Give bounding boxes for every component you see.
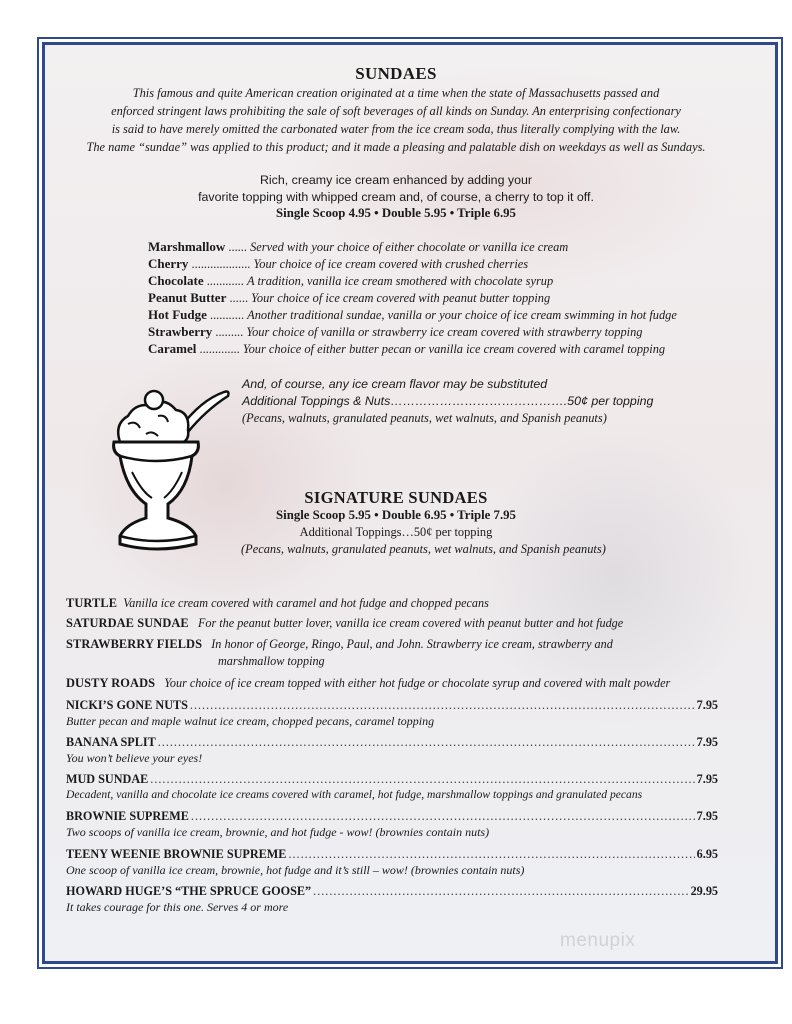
signature-item — [66, 676, 670, 691]
nuts-line: (Pecans, walnuts, granulated peanuts, wet walnuts, and Spanish peanuts) — [242, 411, 607, 425]
menu-item — [66, 735, 718, 766]
flavor-desc: Your choice of ice cream covered with peanut butter topping — [251, 291, 551, 305]
signature-toppings: Additional Toppings…50¢ per topping — [299, 525, 493, 539]
menu-item — [66, 698, 718, 729]
leader-dots: ......... — [212, 325, 244, 339]
leader-dots: ...... — [225, 240, 247, 254]
signature-prices: Single Scoop 5.95 • Double 6.95 • Triple 7.95 — [276, 508, 516, 522]
signature-item — [66, 616, 623, 631]
signature-item — [66, 637, 613, 652]
leader-dots — [158, 735, 695, 750]
menu-item — [66, 847, 718, 878]
item-name: SATURDAE SUNDAE — [66, 616, 189, 630]
page-title: SUNDAES — [355, 64, 437, 83]
flavor-name: Marshmallow — [148, 239, 226, 254]
flavor-desc: Your choice of either butter pecan or vanilla ice cream covered with caramel topping — [242, 342, 666, 356]
menu-item — [66, 809, 718, 840]
item-name: NICKI’S GONE NUTS — [66, 698, 188, 712]
leader-dots: ........... — [206, 308, 245, 322]
item-desc: Butter pecan and maple walnut ice cream, chopped pecans, caramel topping — [66, 714, 435, 728]
flavor-desc: Your choice of vanilla or strawberry ice cream covered with strawberry topping — [246, 325, 643, 339]
item-name: STRAWBERRY FIELDS — [66, 637, 203, 651]
item-desc: Decadent, vanilla and chocolate ice creams covered with caramel, hot fudge, marshmallow toppings and granulated pecans — [66, 788, 643, 801]
item-desc: Two scoops of vanilla ice cream, brownie, and hot fudge - wow! (brownies contain nuts) — [66, 825, 490, 839]
leader-dots — [313, 884, 688, 899]
item-name: BROWNIE SUPREME — [66, 809, 189, 823]
item-desc: You won’t believe your eyes! — [66, 751, 203, 765]
leader-dots: ............. — [196, 342, 240, 356]
item-desc: Your choice of ice cream topped with either hot fudge or chocolate syrup and covered with malt powder — [164, 676, 671, 690]
menu-item — [66, 884, 718, 915]
intro-paragraph — [0, 84, 792, 156]
flavor-name: Strawberry — [148, 324, 213, 339]
intro-line: enforced stringent laws prohibiting the sale of soft beverages of all kinds on Sunday. An enterprising confectionary — [111, 104, 681, 118]
leader-dots — [191, 809, 695, 824]
item-name: MUD SUNDAE — [66, 772, 149, 786]
item-desc: One scoop of vanilla ice cream, brownie, hot fudge and it’s still – wow! (brownies contain nuts) — [66, 863, 525, 877]
flavor-desc: A tradition, vanilla ice cream smothered with chocolate syrup — [247, 274, 554, 288]
item-name: BANANA SPLIT — [66, 735, 156, 749]
flavor-name: Peanut Butter — [148, 290, 227, 305]
leader-dots: ............ — [203, 274, 244, 288]
leader-dots — [150, 772, 694, 787]
flavor-name: Cherry — [148, 256, 189, 271]
flavor-desc: Your choice of ice cream covered with crushed cherries — [253, 257, 529, 271]
item-name: DUSTY ROADS — [66, 676, 156, 690]
signature-item-desc-cont: marshmallow topping — [218, 654, 325, 668]
item-desc: In honor of George, Ringo, Paul, and John. Strawberry ice cream, strawberry and — [211, 637, 613, 651]
item-price: 29.95 — [690, 884, 718, 898]
item-desc: For the peanut butter lover, vanilla ice cream covered with peanut butter and hot fudge — [197, 616, 624, 630]
item-desc: Vanilla ice cream covered with caramel and hot fudge and chopped pecans — [123, 596, 489, 610]
leader-dots: ................... — [188, 257, 251, 271]
menu-item — [66, 772, 718, 801]
flavor-row — [148, 273, 553, 289]
item-price: 7.95 — [696, 809, 718, 823]
flavor-name: Chocolate — [148, 273, 204, 288]
item-name: TEENY WEENIE BROWNIE SUPREME — [66, 847, 287, 861]
leader-dots — [288, 847, 694, 862]
intro-line: is said to have merely omitted the carbonated water from the ice cream soda, thus literally complying with the law. — [111, 122, 681, 136]
signature-title: SIGNATURE SUNDAES — [304, 488, 488, 507]
flavor-row — [148, 307, 677, 323]
item-name: HOWARD HUGE’S “THE SPRUCE GOOSE” — [66, 884, 312, 898]
item-price: 7.95 — [696, 772, 718, 786]
item-price: 7.95 — [696, 698, 718, 712]
flavor-row — [148, 290, 550, 306]
intro-line: The name “sundae” was applied to this product; and it made a pleasing and palatable dish on weekdays as well as Sundays. — [86, 140, 706, 154]
flavor-row — [148, 341, 665, 357]
flavor-name: Hot Fudge — [148, 307, 207, 322]
toppings-price-line: Additional Toppings & Nuts…………………………………….50¢ per topping — [242, 394, 654, 408]
leader-dots: ...... — [226, 291, 249, 305]
flavor-row — [148, 324, 642, 340]
flavor-row — [148, 256, 528, 272]
intro-line: This famous and quite American creation originated at a time when the state of Massachusetts passed and — [132, 86, 660, 100]
flavor-name: Caramel — [148, 341, 197, 356]
leader-dots — [190, 698, 695, 713]
flavor-desc: Another traditional sundae, vanilla or your choice of ice cream swimming in hot fudge — [247, 308, 677, 322]
tagline — [0, 172, 792, 206]
item-desc: It takes courage for this one. Serves 4 or more — [66, 900, 289, 914]
sundae-prices: Single Scoop 4.95 • Double 5.95 • Triple 6.95 — [276, 206, 516, 220]
item-name: TURTLE — [66, 596, 118, 610]
flavor-row — [148, 239, 568, 255]
tagline-line: favorite topping with whipped cream and, of course, a cherry to top it off. — [198, 190, 594, 204]
substitute-line: And, of course, any ice cream flavor may be substituted — [242, 377, 548, 391]
tagline-line: Rich, creamy ice cream enhanced by adding your — [259, 173, 533, 187]
item-price: 7.95 — [696, 735, 718, 749]
signature-item — [66, 596, 489, 611]
flavor-desc: Served with your choice of either chocolate or vanilla ice cream — [250, 240, 569, 254]
menupix-watermark: menupix — [560, 930, 636, 951]
item-price: 6.95 — [696, 847, 718, 861]
substitution-note — [242, 376, 653, 427]
signature-nuts: (Pecans, walnuts, granulated peanuts, wet walnuts, and Spanish peanuts) — [241, 542, 606, 556]
